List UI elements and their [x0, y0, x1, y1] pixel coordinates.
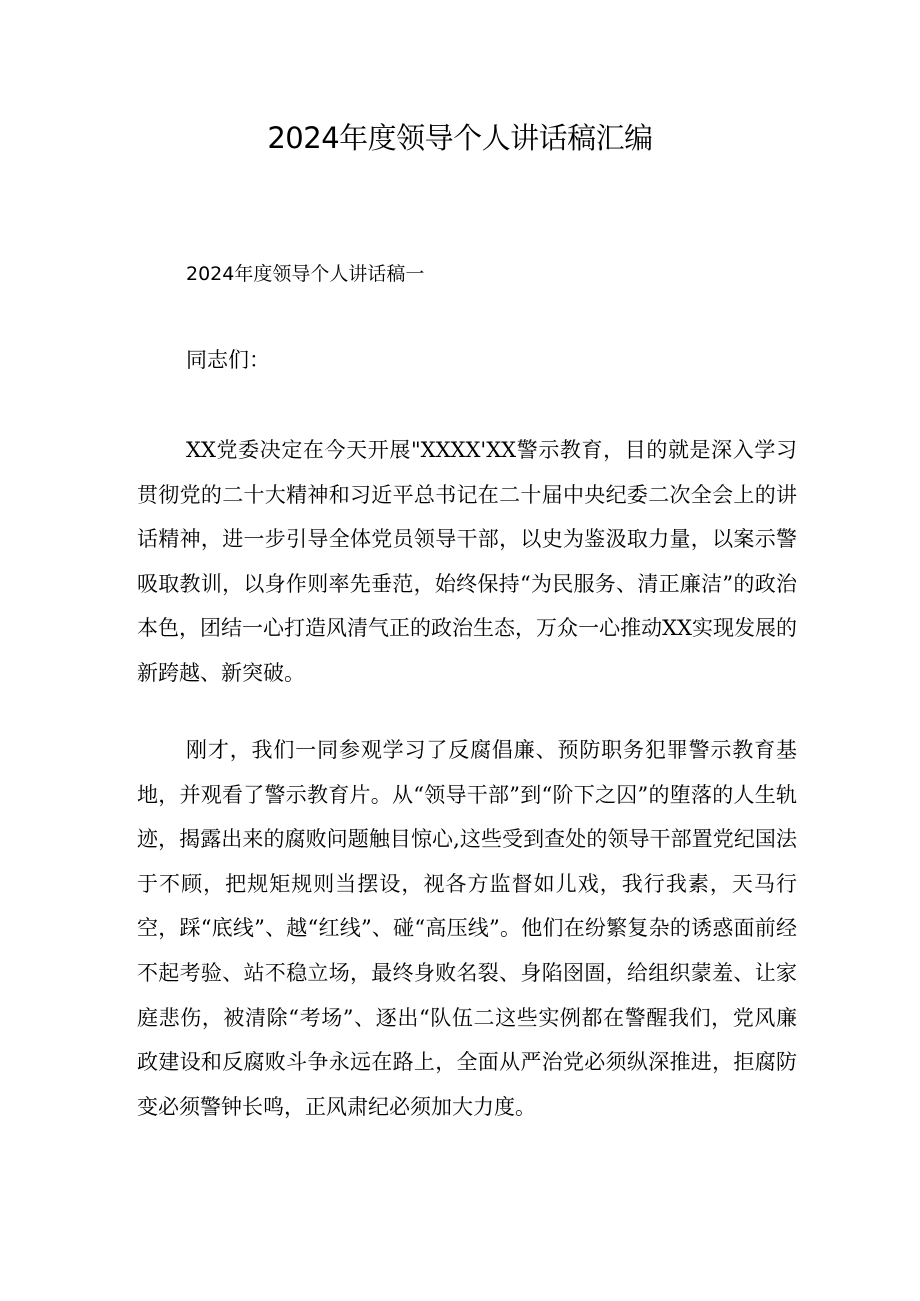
salutation: 同志们： — [186, 348, 270, 372]
body-paragraph-1: XX党委决定在今天开展"XXXX'XX警示教育，目的就是深入学习贯彻党的二十大精神和习近平总书记在二十届中央纪委二次全会上的讲话精神，进一步引导全体党员领导干部，以史为鉴汲取力量，以案示警吸取教训，以身作则率先垂范，始终保持“为民服务、清正廉洁”的政治本色，团结一心打造风清气正的政治生态，万众一心推动XX实现发展的新跨越、新突破。 — [137, 438, 797, 685]
document-title: 2024年度领导个人讲话稿汇编 — [267, 121, 653, 155]
speech-subtitle: 2024年度领导个人讲话稿一 — [186, 263, 425, 285]
body-paragraph-2: 刚才，我们一同参观学习了反腐倡廉、预防职务犯罪警示教育基地，并观看了警示教育片。从“领导干部”到“阶下之囚”的堕落的人生轨迹，揭露出来的腐败问题触目惊心,这些受到查处的领导干部置党纪国法于不顾，把规矩规则当摆设，视各方监督如儿戏，我行我素，天马行空，踩“底线”、越“红线”、碰“高压线”。他们在纷繁复杂的诱惑面前经不起考验、站不稳立场，最终身败名裂、身陷囹圄，给组织蒙羞、让家庭悲伤，被清除“考场”、逐出“队伍二这些实例都在警醒我们，党风廉政建设和反腐败斗争永远在路上，全面从严治党必须纵深推进，拒腐防变必须警钟长鸣，正风肃纪必须加大力度。 — [137, 738, 797, 1119]
